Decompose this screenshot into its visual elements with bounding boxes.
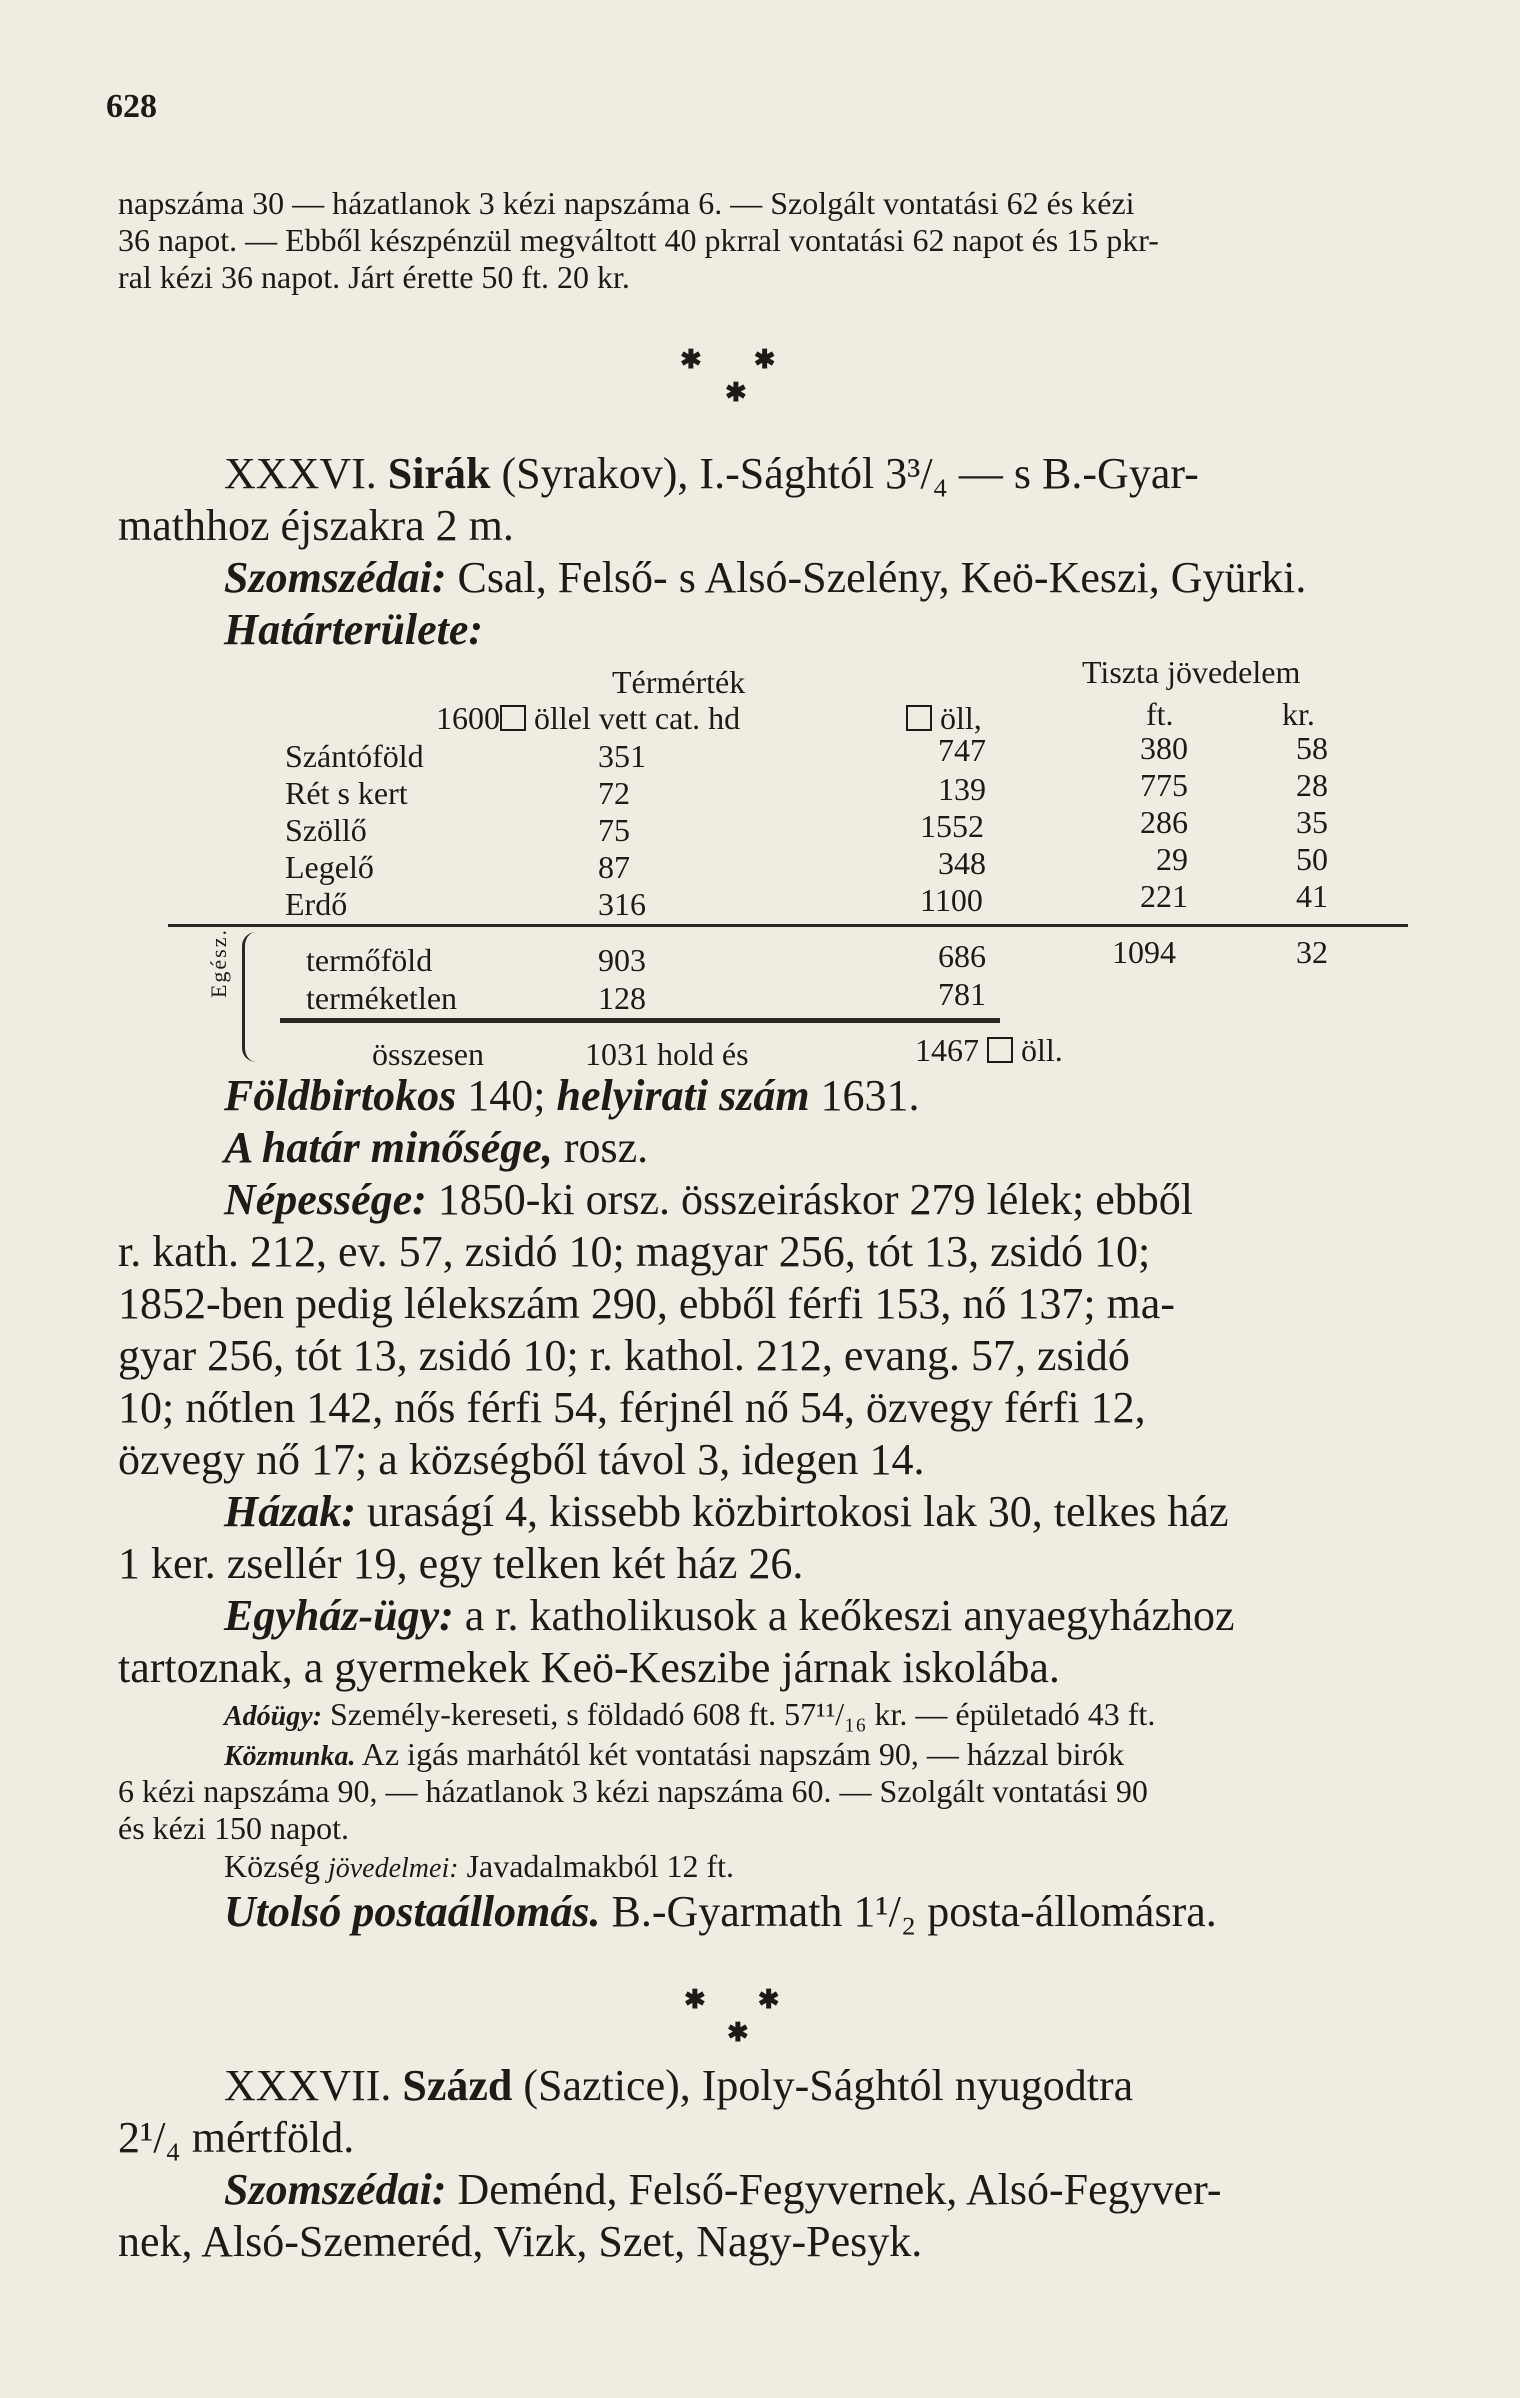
public-work-line: [118, 1736, 1514, 1775]
row-kr: 58: [1296, 730, 1328, 766]
public-work-label: Közmunka.: [224, 1741, 356, 1772]
neighbours: [118, 2164, 1514, 2216]
houses-label: Házak:: [224, 1487, 356, 1536]
col-header-unit: [436, 700, 740, 737]
text-line: tartoznak, a gyermekek Keö-Keszibe járnak iskolába.: [118, 1643, 1060, 1692]
total-oll: 1467: [915, 1032, 979, 1068]
table-divider: [168, 924, 1408, 927]
row-ft: 380: [1140, 730, 1188, 766]
asterism: ✱: [725, 378, 747, 407]
text-line: gyar 256, tót 13, zsidó 10; r. kathol. 212, evang. 57, zsidó: [118, 1331, 1130, 1380]
land-quality-value: rosz.: [563, 1123, 649, 1172]
row-oll: 139: [938, 771, 986, 807]
row-hd: 75: [598, 812, 630, 848]
place-name: Sirák: [387, 449, 491, 498]
row-kr: 50: [1296, 841, 1328, 877]
sum-kr: 32: [1296, 934, 1328, 970]
intro-line-3: ral kézi 36 napot. Járt érette 50 ft. 20 kr.: [118, 259, 630, 295]
neighbours-label: Szomszédai:: [224, 2165, 447, 2214]
asterism: ✱ ✱: [680, 345, 776, 374]
income-prefix: Község: [224, 1848, 320, 1884]
row-ft: 221: [1140, 878, 1188, 914]
row-oll: 1100: [920, 882, 983, 918]
row-hd: 72: [598, 775, 630, 811]
row-kr: 41: [1296, 878, 1328, 914]
section-heading-37: [118, 2060, 1514, 2112]
sum-name: terméketlen: [306, 980, 458, 1016]
income-label: jövedelmei:: [327, 1853, 459, 1884]
col-header-1600: 1600: [436, 700, 500, 736]
text-line: nek, Alsó-Szemeréd, Vizk, Szet, Nagy-Pesyk.: [118, 2217, 923, 2266]
income-line: [118, 1848, 1514, 1887]
public-work-text: Az igás marhától két vontatási napszám 90, — házzal birók: [361, 1736, 1125, 1772]
land-quality-line: [118, 1122, 1514, 1174]
row-kr: 35: [1296, 804, 1328, 840]
row-oll: 348: [938, 845, 986, 881]
church-text: a r. katholikusok a keőkeszi anyaegyházhoz: [464, 1591, 1235, 1640]
row-kr: 28: [1296, 767, 1328, 803]
place-name: Százd: [402, 2061, 513, 2110]
section-heading-text: (Saztice), Ipoly-Sághtól nyugodtra: [523, 2061, 1134, 2110]
sum-hd: 128: [598, 980, 646, 1016]
row-oll: 1552: [920, 808, 984, 844]
sum-ft: 1094: [1112, 934, 1176, 970]
intro-line-2: 36 napot. — Ebből készpénzül megváltott 40 pkrral vontatási 62 napot és 15 pkr-: [118, 222, 1159, 258]
text-line: 6 kézi napszáma 90, — házatlanok 3 kézi napszáma 60. — Szolgált vontatási 90: [118, 1773, 1148, 1809]
section-heading-36: [118, 448, 1514, 500]
income-text: Javadalmakból 12 ft.: [466, 1848, 735, 1884]
total-hd: 1031 hold és: [585, 1036, 749, 1072]
landowners-label: Földbirtokos: [224, 1071, 457, 1120]
col-header-ollel: öllel vett cat. hd: [534, 700, 741, 736]
neighbours: [118, 552, 1514, 604]
sum-oll: 686: [938, 938, 986, 974]
landowners-value: 140;: [467, 1071, 546, 1120]
post-label: Utolsó postaállomás.: [224, 1887, 601, 1936]
side-label: Egész.: [206, 928, 231, 999]
neighbours-text: Csal, Felső- s Alsó-Szelény, Keö-Keszi, Gyürki.: [457, 553, 1307, 602]
page-number: 628: [106, 88, 157, 125]
population-label: Népessége:: [224, 1175, 427, 1224]
houses-text: uraságí 4, kissebb közbirtokosi lak 30, telkes ház: [367, 1487, 1229, 1536]
row-hd: 351: [598, 738, 646, 774]
col-header-jovedelem: Tiszta jövedelem: [1082, 654, 1301, 690]
row-oll: 747: [938, 732, 986, 768]
sum-hd: 903: [598, 942, 646, 978]
post-line: [118, 1886, 1514, 1938]
text-line: r. kath. 212, ev. 57, zsidó 10; magyar 256, tót 13, zsidó 10;: [118, 1227, 1151, 1276]
col-header-kr: kr.: [1282, 696, 1315, 732]
total-unit: öll.: [1021, 1032, 1063, 1068]
row-name: Erdő: [285, 886, 348, 922]
asterism: ✱: [727, 2018, 749, 2047]
row-ft: 286: [1140, 804, 1188, 840]
row-ft: 29: [1156, 841, 1188, 877]
population-line: [118, 1174, 1514, 1226]
text-line: 1852-ben pedig lélekszám 290, ebből férfi 153, nő 137; ma-: [118, 1279, 1175, 1328]
population-text: 1850-ki orsz. összeiráskor 279 lélek; ebből: [437, 1175, 1193, 1224]
total-name: összesen: [372, 1036, 484, 1072]
section-number: XXXVII.: [224, 2061, 392, 2110]
area-label: Határterülete:: [224, 605, 484, 654]
section-heading-cont: 2¹/₄ mértföld.: [118, 2113, 355, 2162]
table-divider: [280, 1018, 1000, 1023]
section-number: XXXVI.: [224, 449, 377, 498]
cadastral-value: 1631.: [820, 1071, 920, 1120]
asterism: ✱ ✱: [684, 1985, 780, 2014]
square-icon: [500, 705, 526, 731]
church-label: Egyház-ügy:: [224, 1591, 454, 1640]
sum-oll: 781: [938, 976, 986, 1012]
brace: [242, 932, 259, 1062]
row-name: Szöllő: [285, 812, 367, 848]
square-icon: [906, 705, 932, 731]
col-header-ft: ft.: [1146, 696, 1174, 732]
row-name: Rét s kert: [285, 775, 408, 811]
text-line: 1 ker. zsellér 19, egy telken két ház 26.: [118, 1539, 804, 1588]
post-text: B.-Gyarmath 1¹/₂ posta-állomásra.: [611, 1887, 1217, 1936]
section-heading-text: (Syrakov), I.-Sághtól 3³/₄ — s B.-Gyar-: [501, 449, 1199, 498]
sum-name: termőföld: [306, 942, 433, 978]
total-oll-wrap: [915, 1032, 1063, 1069]
text-line: és kézi 150 napot.: [118, 1810, 350, 1846]
houses-line: [118, 1486, 1514, 1538]
col-header-oll: öll,: [940, 700, 982, 736]
landowners-line: [118, 1070, 1514, 1122]
intro-line-1: napszáma 30 — házatlanok 3 kézi napszáma 6. — Szolgált vontatási 62 és kézi: [118, 185, 1135, 221]
tax-text: Személy-kereseti, s földadó 608 ft. 57¹¹/₁₆ kr. — épületadó 43 ft.: [330, 1696, 1156, 1732]
section-heading-cont: mathhoz éjszakra 2 m.: [118, 501, 514, 550]
row-hd: 87: [598, 849, 630, 885]
tax-line: [118, 1696, 1514, 1735]
church-line: [118, 1590, 1514, 1642]
text-line: özvegy nő 17; a községből távol 3, idegen 14.: [118, 1435, 925, 1484]
land-quality-label: A határ minősége,: [224, 1123, 553, 1172]
row-hd: 316: [598, 886, 646, 922]
tax-label: Adóügy:: [224, 1701, 322, 1732]
neighbours-label: Szomszédai:: [224, 553, 447, 602]
text-line: 10; nőtlen 142, nős férfi 54, férjnél nő 54, özvegy férfi 12,: [118, 1383, 1146, 1432]
col-header-termertek: Térmérték: [612, 664, 746, 700]
square-icon: [987, 1037, 1013, 1063]
row-name: Legelő: [285, 849, 374, 885]
row-name: Szántóföld: [285, 738, 424, 774]
cadastral-label: helyirati szám: [556, 1071, 810, 1120]
neighbours-text: Deménd, Felső-Fegyvernek, Alsó-Fegyver-: [457, 2165, 1222, 2214]
row-ft: 775: [1140, 767, 1188, 803]
